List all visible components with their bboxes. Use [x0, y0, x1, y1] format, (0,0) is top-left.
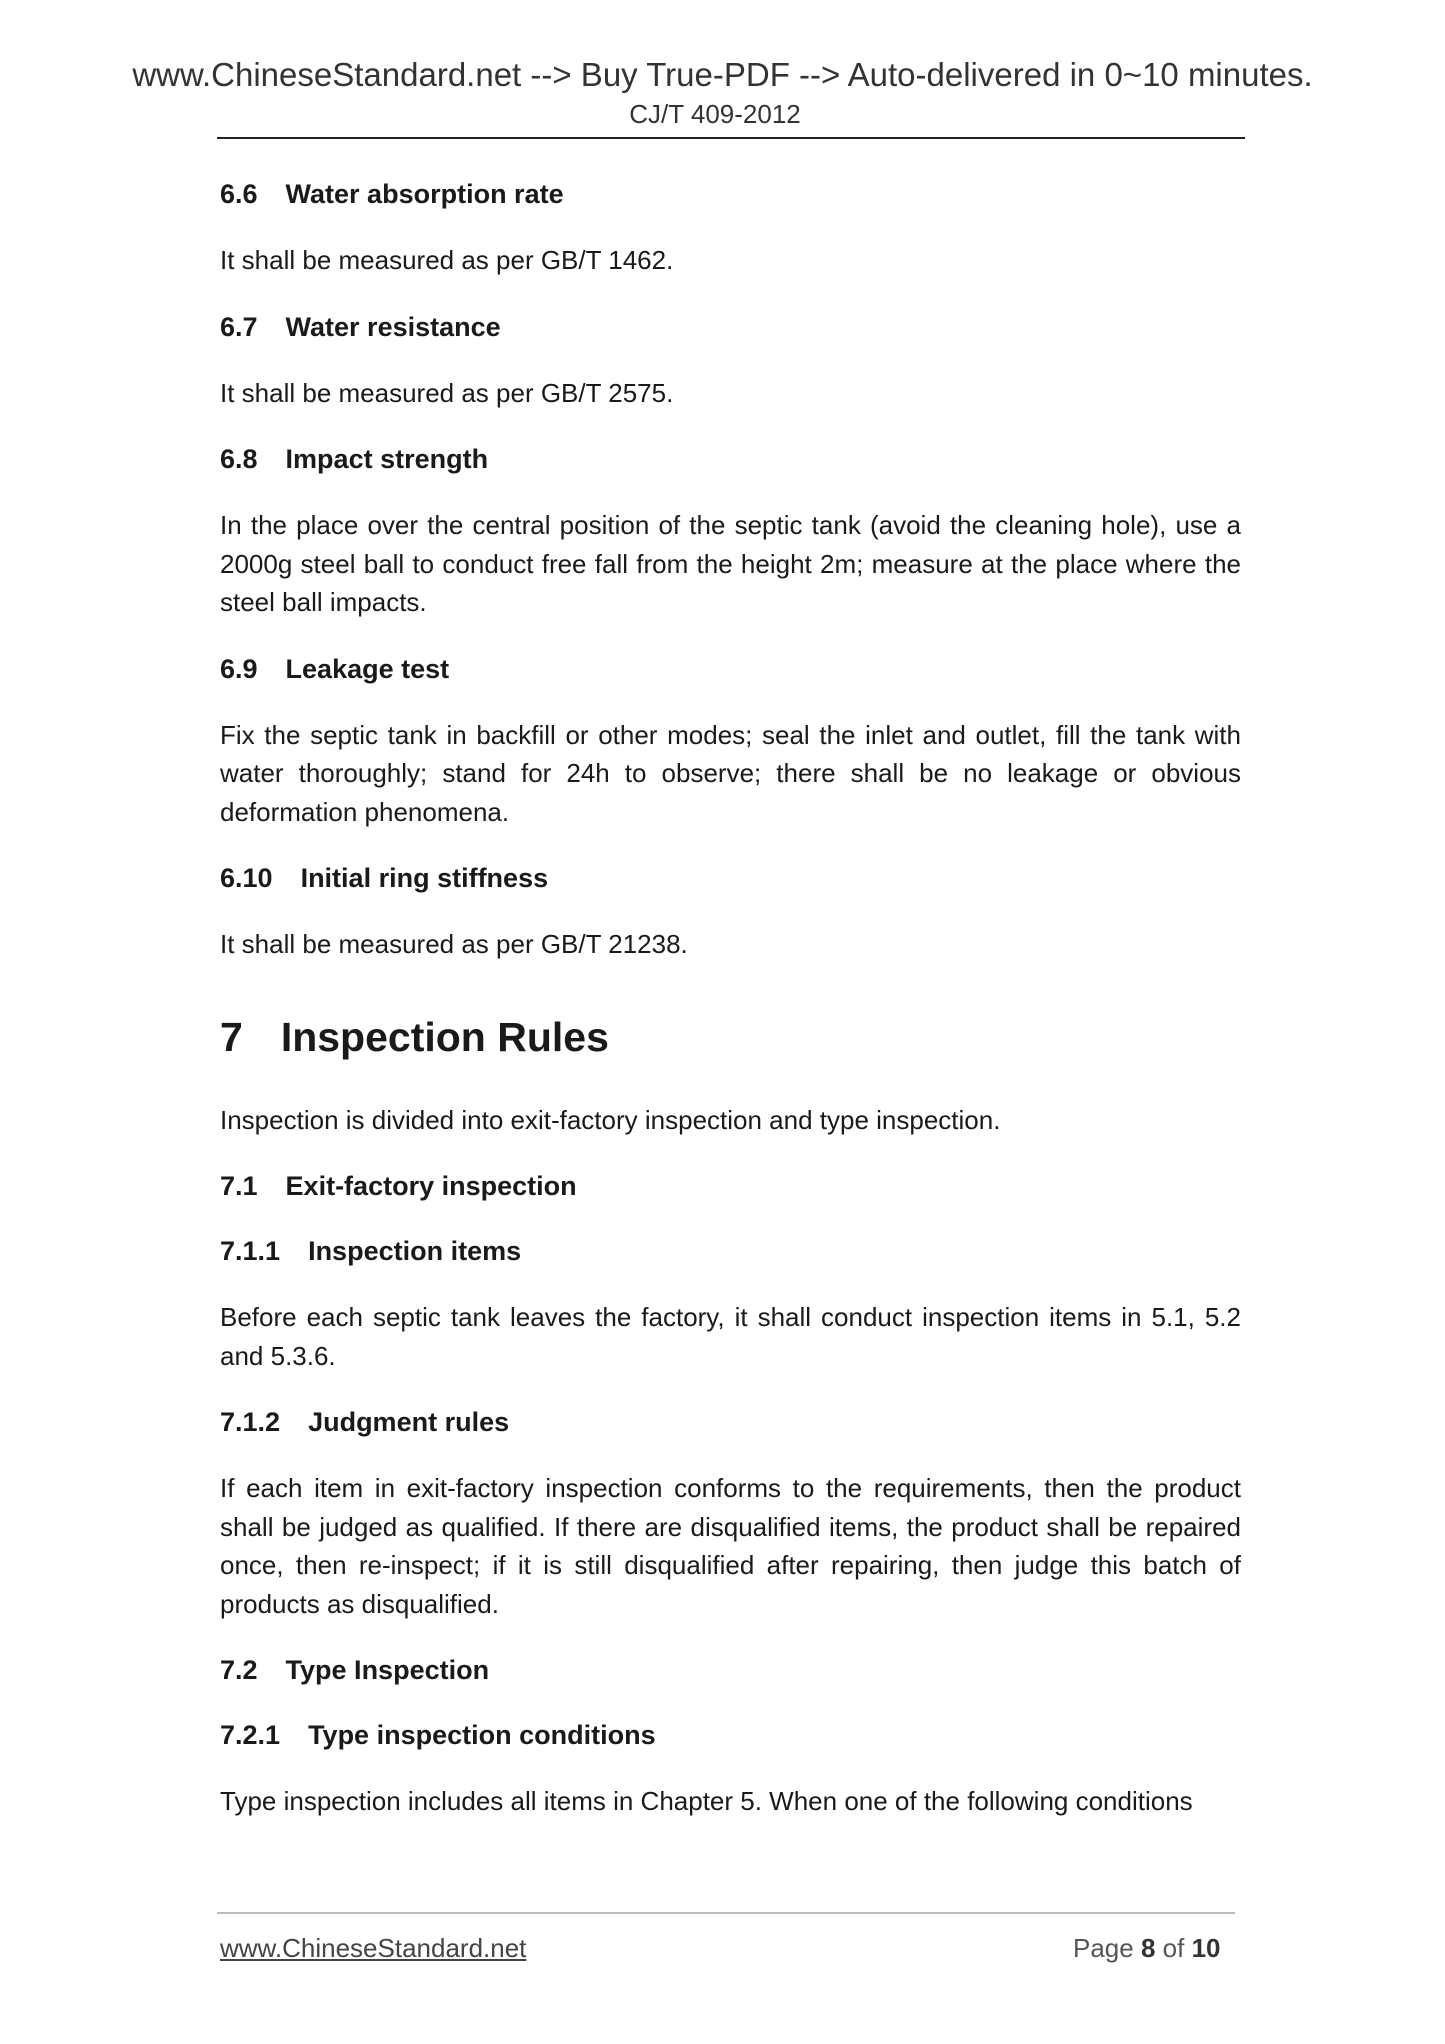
section-number: 7.2.1: [220, 1720, 281, 1750]
footer-site-link[interactable]: www.ChineseStandard.net: [220, 1933, 527, 1963]
page-label: Page: [1073, 1933, 1134, 1963]
section-heading-7-2-1: [220, 1717, 1241, 1753]
document-body: [220, 176, 1241, 1850]
section-title: Water absorption rate: [285, 179, 564, 209]
section-paragraph: In the place over the central position of the septic tank (avoid the cleaning hole), use a 2000g steel ball to conduct free fall from the height 2m; measure at the place where the steel ball impacts.: [220, 510, 1241, 617]
footer-divider: [217, 1912, 1235, 1914]
section-number: 7.1.2: [220, 1407, 281, 1437]
page-of-label: of: [1162, 1933, 1185, 1963]
section-paragraph: Before each septic tank leaves the factory, it shall conduct inspection items in 5.1, 5.2 and 5.3.6.: [220, 1302, 1241, 1371]
section-number: 7.1: [220, 1171, 258, 1201]
header-divider: [217, 137, 1245, 139]
page-header: [0, 55, 1445, 131]
page-indicator: [1073, 1933, 1221, 1964]
section-heading-7-1-1: [220, 1233, 1241, 1269]
section-title: Exit-factory inspection: [285, 1171, 577, 1201]
chapter-intro-paragraph: Inspection is divided into exit-factory inspection and type inspection.: [220, 1104, 1001, 1135]
header-promo-text: www.ChineseStandard.net --> Buy True-PDF --> Auto-delivered in 0~10 minutes.: [132, 56, 1313, 93]
section-title: Type Inspection: [285, 1655, 490, 1685]
chapter-number: 7: [220, 1013, 243, 1060]
section-number: 6.6: [220, 179, 258, 209]
section-number: 6.7: [220, 311, 258, 342]
section-title: Judgment rules: [308, 1407, 510, 1437]
section-paragraph: Fix the septic tank in backfill or other modes; seal the inlet and outlet, fill the tank with water thoroughly; stand for 24h to observe; there shall be no leakage or obvious deformation phenomena.: [220, 719, 1241, 827]
section-title: Type inspection conditions: [308, 1720, 656, 1750]
section-title: Initial ring stiffness: [300, 863, 549, 893]
section-number: 6.8: [220, 444, 258, 474]
section-title: Leakage test: [285, 653, 450, 684]
standard-code: CJ/T 409-2012: [629, 99, 801, 129]
section-heading-6-9: [220, 651, 1241, 687]
chapter-title: Inspection Rules: [280, 1013, 609, 1060]
section-heading-6-6: [220, 176, 1241, 212]
section-paragraph: Type inspection includes all items in Chapter 5. When one of the following conditions: [220, 1786, 1193, 1816]
section-heading-7-1: [220, 1168, 1241, 1204]
section-number: 7.1.1: [220, 1236, 281, 1266]
section-heading-6-8: [220, 441, 1241, 477]
page-current: 8: [1140, 1933, 1156, 1963]
section-paragraph: It shall be measured as per GB/T 2575.: [220, 377, 674, 408]
section-heading-6-10: [220, 860, 1241, 896]
section-number: 6.10: [220, 863, 273, 893]
section-paragraph: It shall be measured as per GB/T 1462.: [220, 245, 674, 275]
section-heading-7-1-2: [220, 1404, 1241, 1440]
section-title: Inspection items: [308, 1236, 522, 1266]
section-heading-7-2: [220, 1652, 1241, 1688]
section-paragraph: If each item in exit-factory inspection conforms to the requirements, then the product shall be judged as qualified. If there are disqualified items, the product shall be repaired once, then re-inspect; if it is still disqualified after repairing, then judge this batch of products as disqualified.: [220, 1473, 1241, 1619]
section-number: 6.9: [220, 653, 258, 684]
section-number: 7.2: [220, 1655, 258, 1685]
section-heading-6-7: [220, 309, 1241, 345]
section-title: Impact strength: [285, 444, 489, 474]
section-paragraph: It shall be measured as per GB/T 21238.: [220, 929, 688, 959]
chapter-heading: [220, 1010, 1241, 1064]
section-title: Water resistance: [285, 311, 501, 342]
page-total: 10: [1191, 1933, 1221, 1963]
